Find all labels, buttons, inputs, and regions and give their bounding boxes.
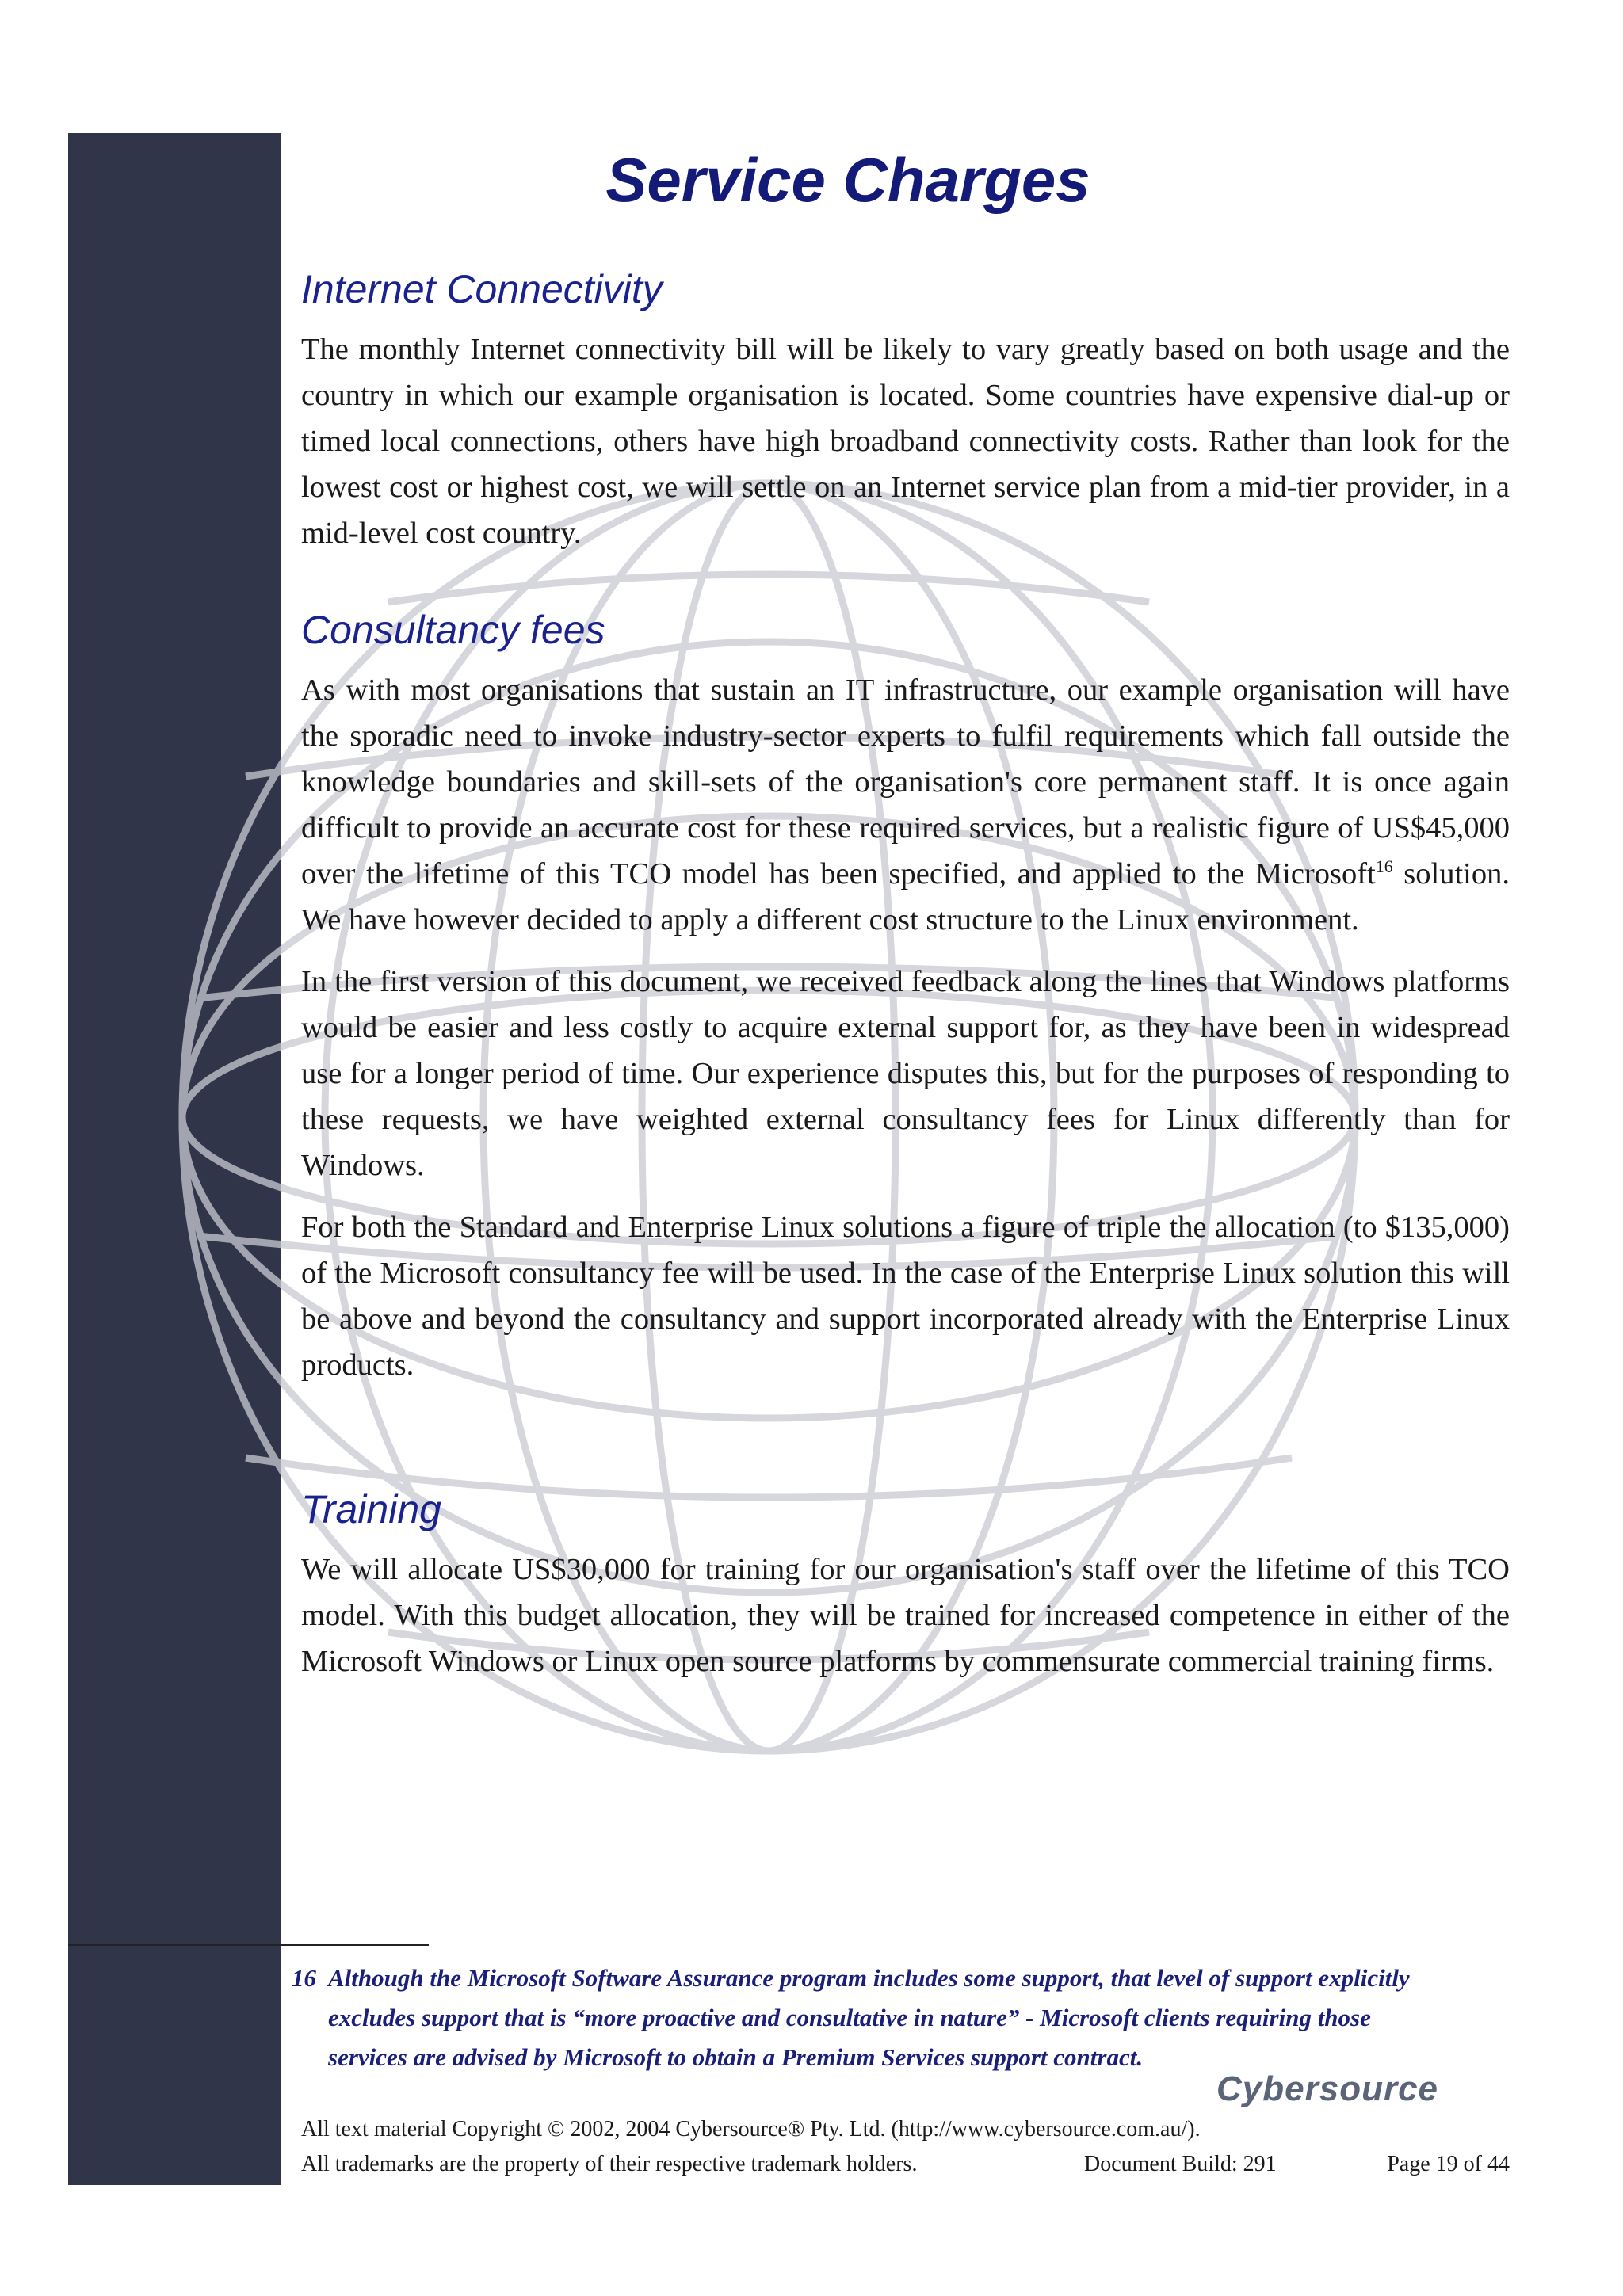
footer-trademarks: All trademarks are the property of their respective trademark holders. [301,2152,918,2176]
paragraph: We will allocate US$30,000 for training for our organisation's staff over the lifetime of this TCO model. With this budget allocation, they will be trained for increased competence in either of the Microsoft Windows or Linux open source platforms by commensurate commercial training firms. [301,1553,1510,1678]
heading-consultancy-fees: Consultancy fees [301,608,605,652]
paragraph: The monthly Internet connectivity bill will be likely to vary greatly based on both usage and the country in which our example organisation is located. Some countries have expensive dial-up or timed local connections, others have high broadband connectivity costs. Rather than look for the lowest cost or highest cost, we will settle on an Internet service plan from a mid-tier provider, in a mid-level cost country. [301,333,1510,550]
paragraph-text: As with most organisations that sustain an IT infrastructure, our example organisation will have the sporadic need to invoke industry-sector experts to fulfil requirements which fall outside the knowledge boundaries and skill-sets of the organisation's core permanent staff. It is once again difficult to provide an accurate cost for these required services, but a realistic figure of US$45,000 over the lifetime of this TCO model has been specified, and applied to the Microsoft [301,673,1510,891]
paragraph [301,667,1510,943]
footer-page-number: Page 19 of 44 [1387,2152,1510,2176]
section-consultancy-fees [301,607,1510,1388]
heading-internet-connectivity: Internet Connectivity [301,267,663,311]
heading-training: Training [301,1487,441,1531]
footnote-number: 16 [292,1964,316,1992]
footer-copyright: All text material Copyright © 2002, 2004 Cybersource® Pty. Ltd. (http://www.cybersource.com.au/). [301,2117,1201,2142]
paragraph: In the first version of this document, we received feedback along the lines that Windows platforms would be easier and less costly to acquire external support for, as they have been in widespread use for a longer period of time. Our experience disputes this, but for the purposes of responding to these requests, we have weighted external consultancy fees for Linux differently than for Windows. [301,965,1510,1182]
footnote-ref[interactable]: 16 [1375,856,1393,877]
section-internet-connectivity [301,266,1510,556]
footer-build: Document Build: 291 [1084,2152,1277,2176]
footer-line [301,2152,1510,2177]
page-title: Service Charges [605,145,1090,215]
paragraph-text: solution. We have however decided to apply a different cost structure to the Linux environment. [301,857,1510,936]
footnote-divider [68,1944,429,1946]
footnote-text: Although the Microsoft Software Assurance program includes some support, that level of support explicitly excludes support that is “more proactive and consultative in nature” - Microsoft clients requiring those services are advised by Microsoft to obtain a Premium Services support contract. [328,1964,1410,2071]
section-training [301,1486,1510,1684]
sidebar-band [68,133,281,2185]
paragraph: For both the Standard and Enterprise Linux solutions a figure of triple the allocation (to $135,000) of the Microsoft consultancy fee will be used. In the case of the Enterprise Linux solution this will be above and beyond the consultancy and support incorporated already with the Enterprise Linux products. [301,1211,1510,1382]
footnote [292,1958,1449,2077]
cybersource-logo: Cybersource [1216,2069,1439,2108]
